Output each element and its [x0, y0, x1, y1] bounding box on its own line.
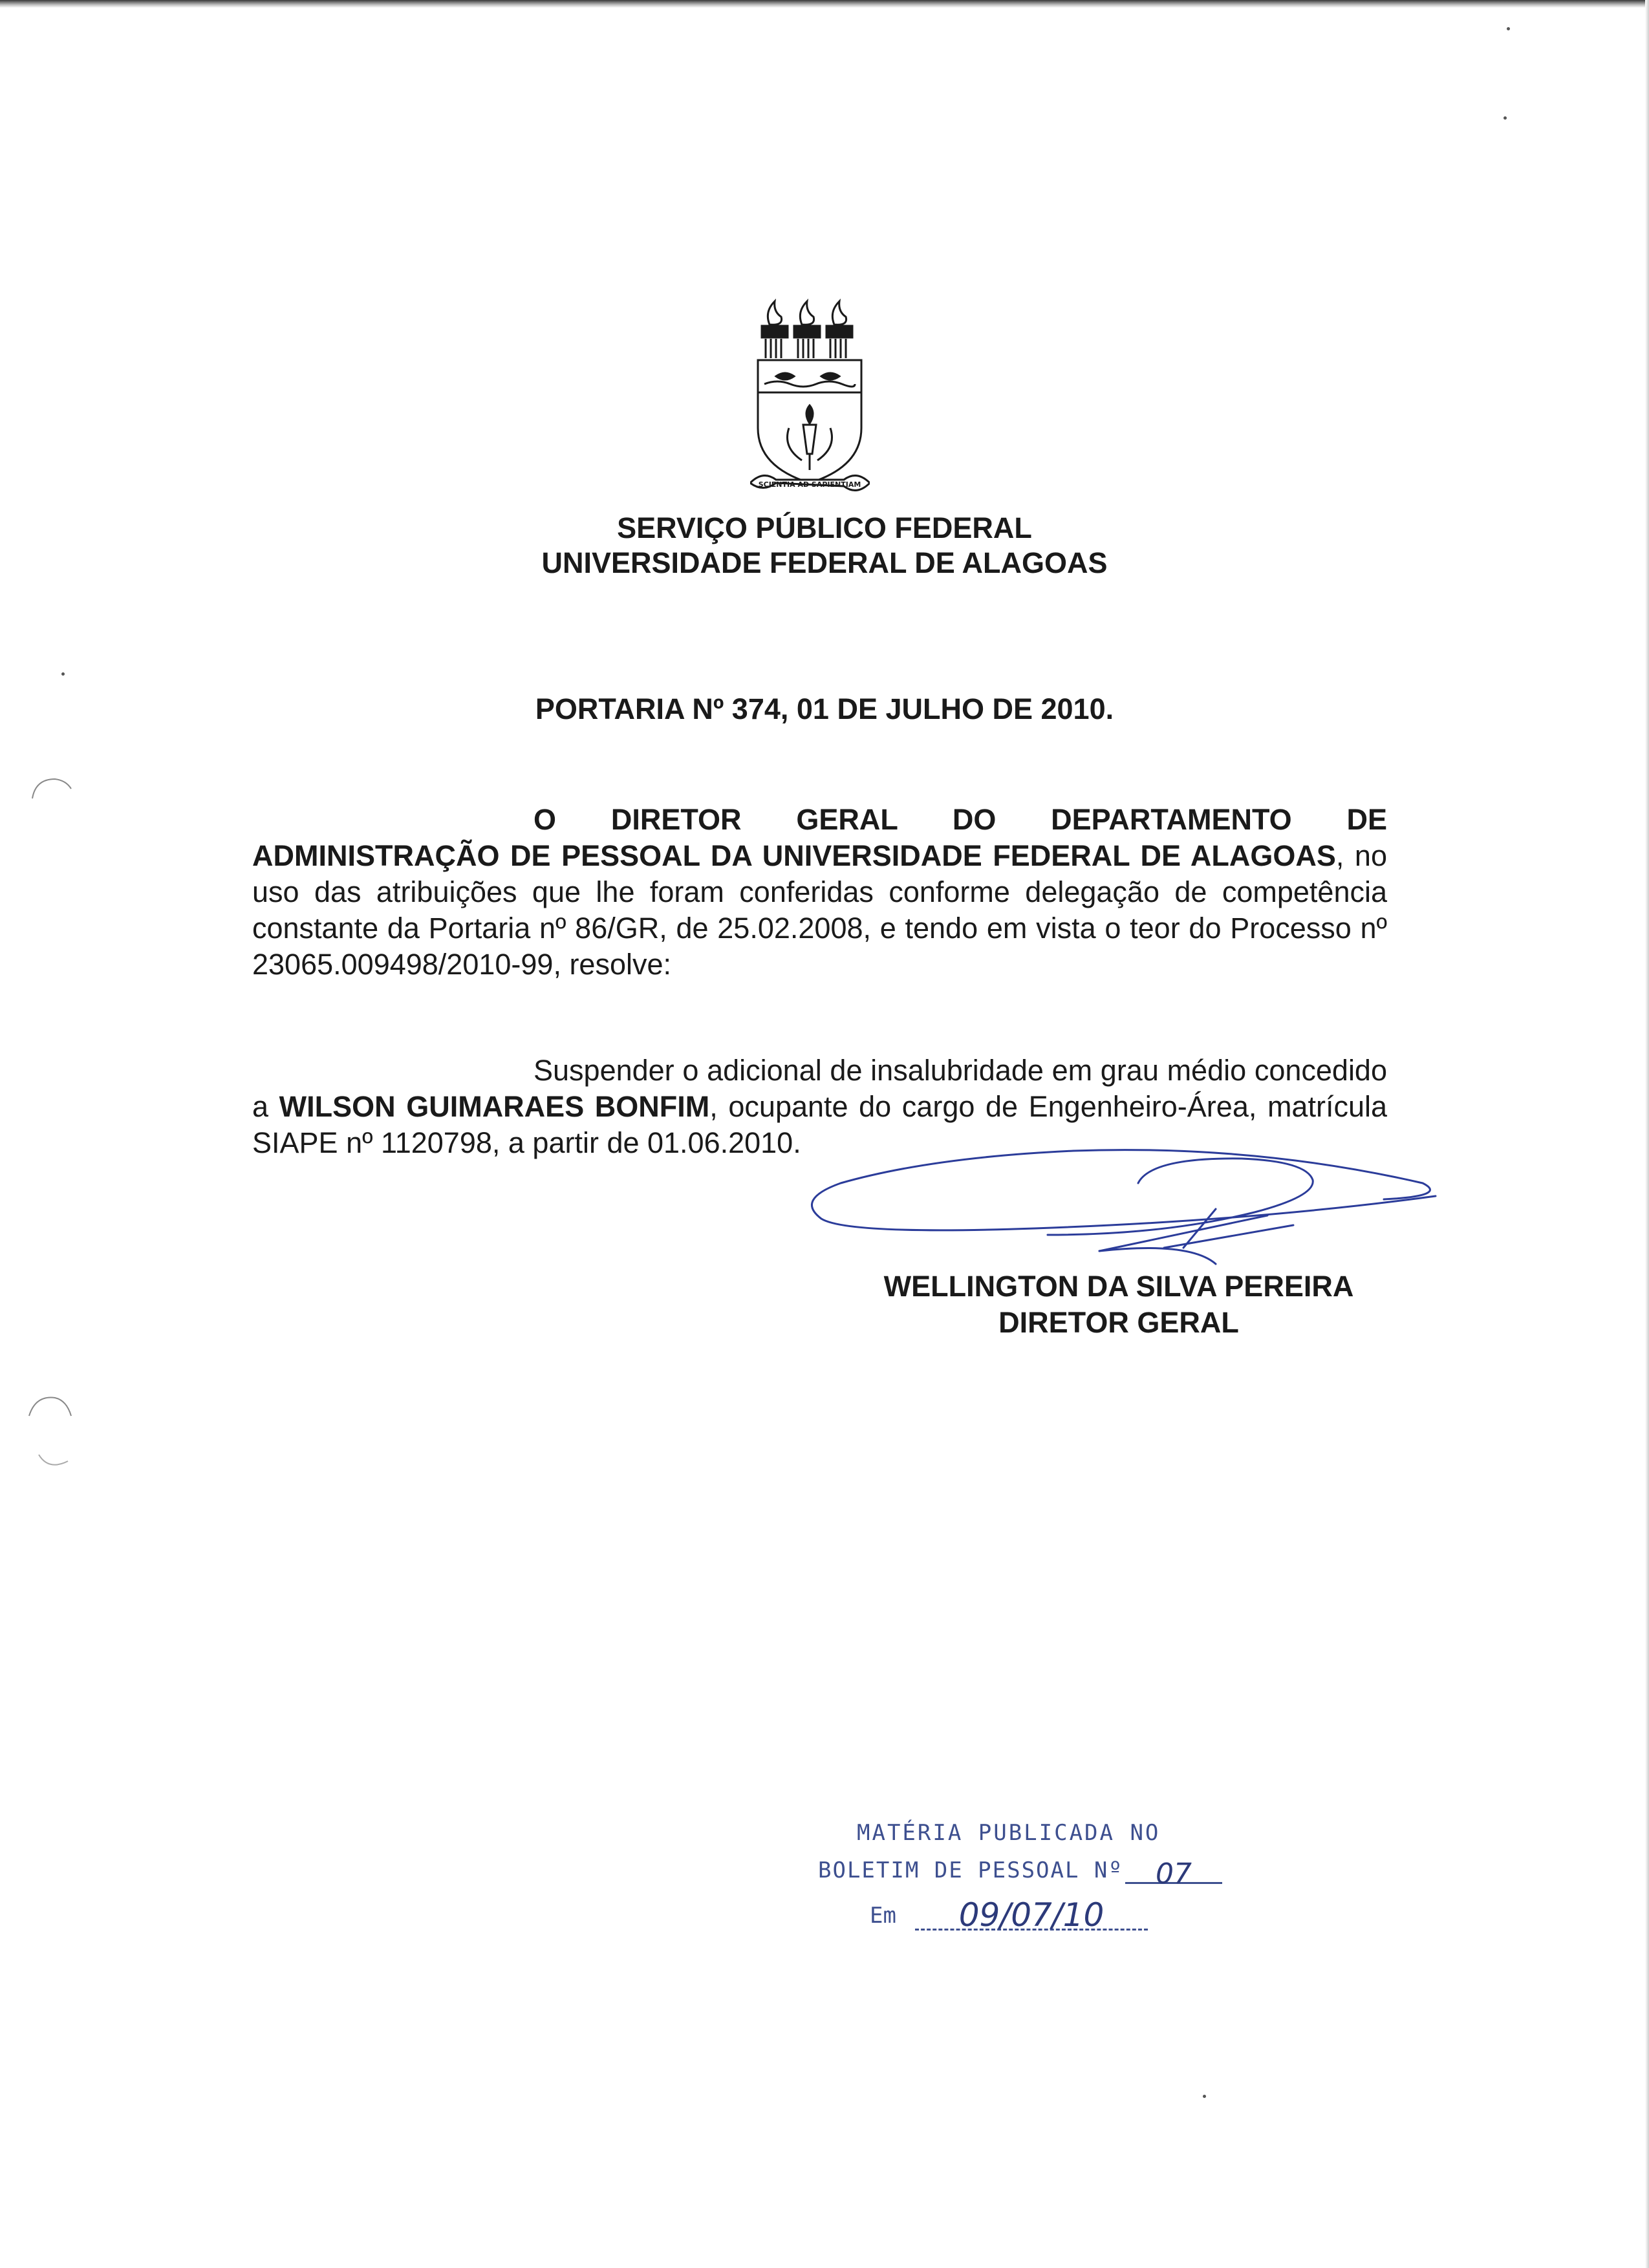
scan-speck	[1203, 2095, 1206, 2098]
stamp-date: 09/07/10	[915, 1896, 1148, 1931]
document-title: PORTARIA Nº 374, 01 DE JULHO DE 2010.	[535, 692, 1114, 725]
stamp-line-1: MATÉRIA PUBLICADA NO	[857, 1820, 1161, 1846]
scan-speck	[1503, 116, 1507, 120]
signer-role: DIRETOR GERAL	[998, 1306, 1239, 1339]
signer-block	[854, 1268, 1384, 1341]
scan-speck	[1507, 27, 1510, 30]
preamble-authority: O DIRETOR GERAL DO DEPARTAMENTO DE ADMINISTRAÇÃO DE PESSOAL DA UNIVERSIDADE FEDERAL DE ALAGOAS	[252, 803, 1387, 872]
stamp-date-prefix: Em	[870, 1903, 896, 1929]
preamble-body: , no uso das atribuições que lhe foram conferidas conforme delegação de competência constante da Portaria nº 86/GR, de 25.02.2008, e tendo em vista o teor do Processo nº 23065.009498/2010-99, resolve:	[252, 839, 1387, 981]
scan-speck	[61, 672, 65, 676]
resolution-text-before: Suspender o adicional de insalubridade em grau médio concedido a	[252, 1054, 1387, 1123]
scan-top-edge	[0, 0, 1649, 8]
svg-text:SCIENTIA AD SAPIENTIAM: SCIENTIA AD SAPIENTIAM	[758, 480, 861, 489]
punch-hole-mark	[26, 773, 78, 818]
scan-right-edge	[1645, 0, 1649, 2268]
letterhead-line-1: SERVIÇO PÚBLICO FEDERAL	[617, 511, 1032, 544]
resolution-text-after: , ocupante do cargo de Engenheiro-Área, matrícula SIAPE nº 1120798, a partir de 01.06.2010.	[252, 1090, 1388, 1159]
ufal-crest-logo	[750, 299, 870, 499]
stamp-bulletin-number: 07	[1125, 1857, 1222, 1884]
letterhead	[0, 511, 1649, 581]
employee-name: WILSON GUIMARAES BONFIM	[279, 1090, 710, 1123]
letterhead-line-2: UNIVERSIDADE FEDERAL DE ALAGOAS	[541, 546, 1108, 579]
punch-hole-mark	[23, 1390, 74, 1481]
paragraph-preamble	[252, 802, 1387, 983]
publication-stamp	[818, 1820, 1245, 1962]
signer-name: WELLINGTON DA SILVA PEREIRA	[883, 1270, 1354, 1303]
stamp-line-2: BOLETIM DE PESSOAL Nº	[818, 1857, 1123, 1883]
